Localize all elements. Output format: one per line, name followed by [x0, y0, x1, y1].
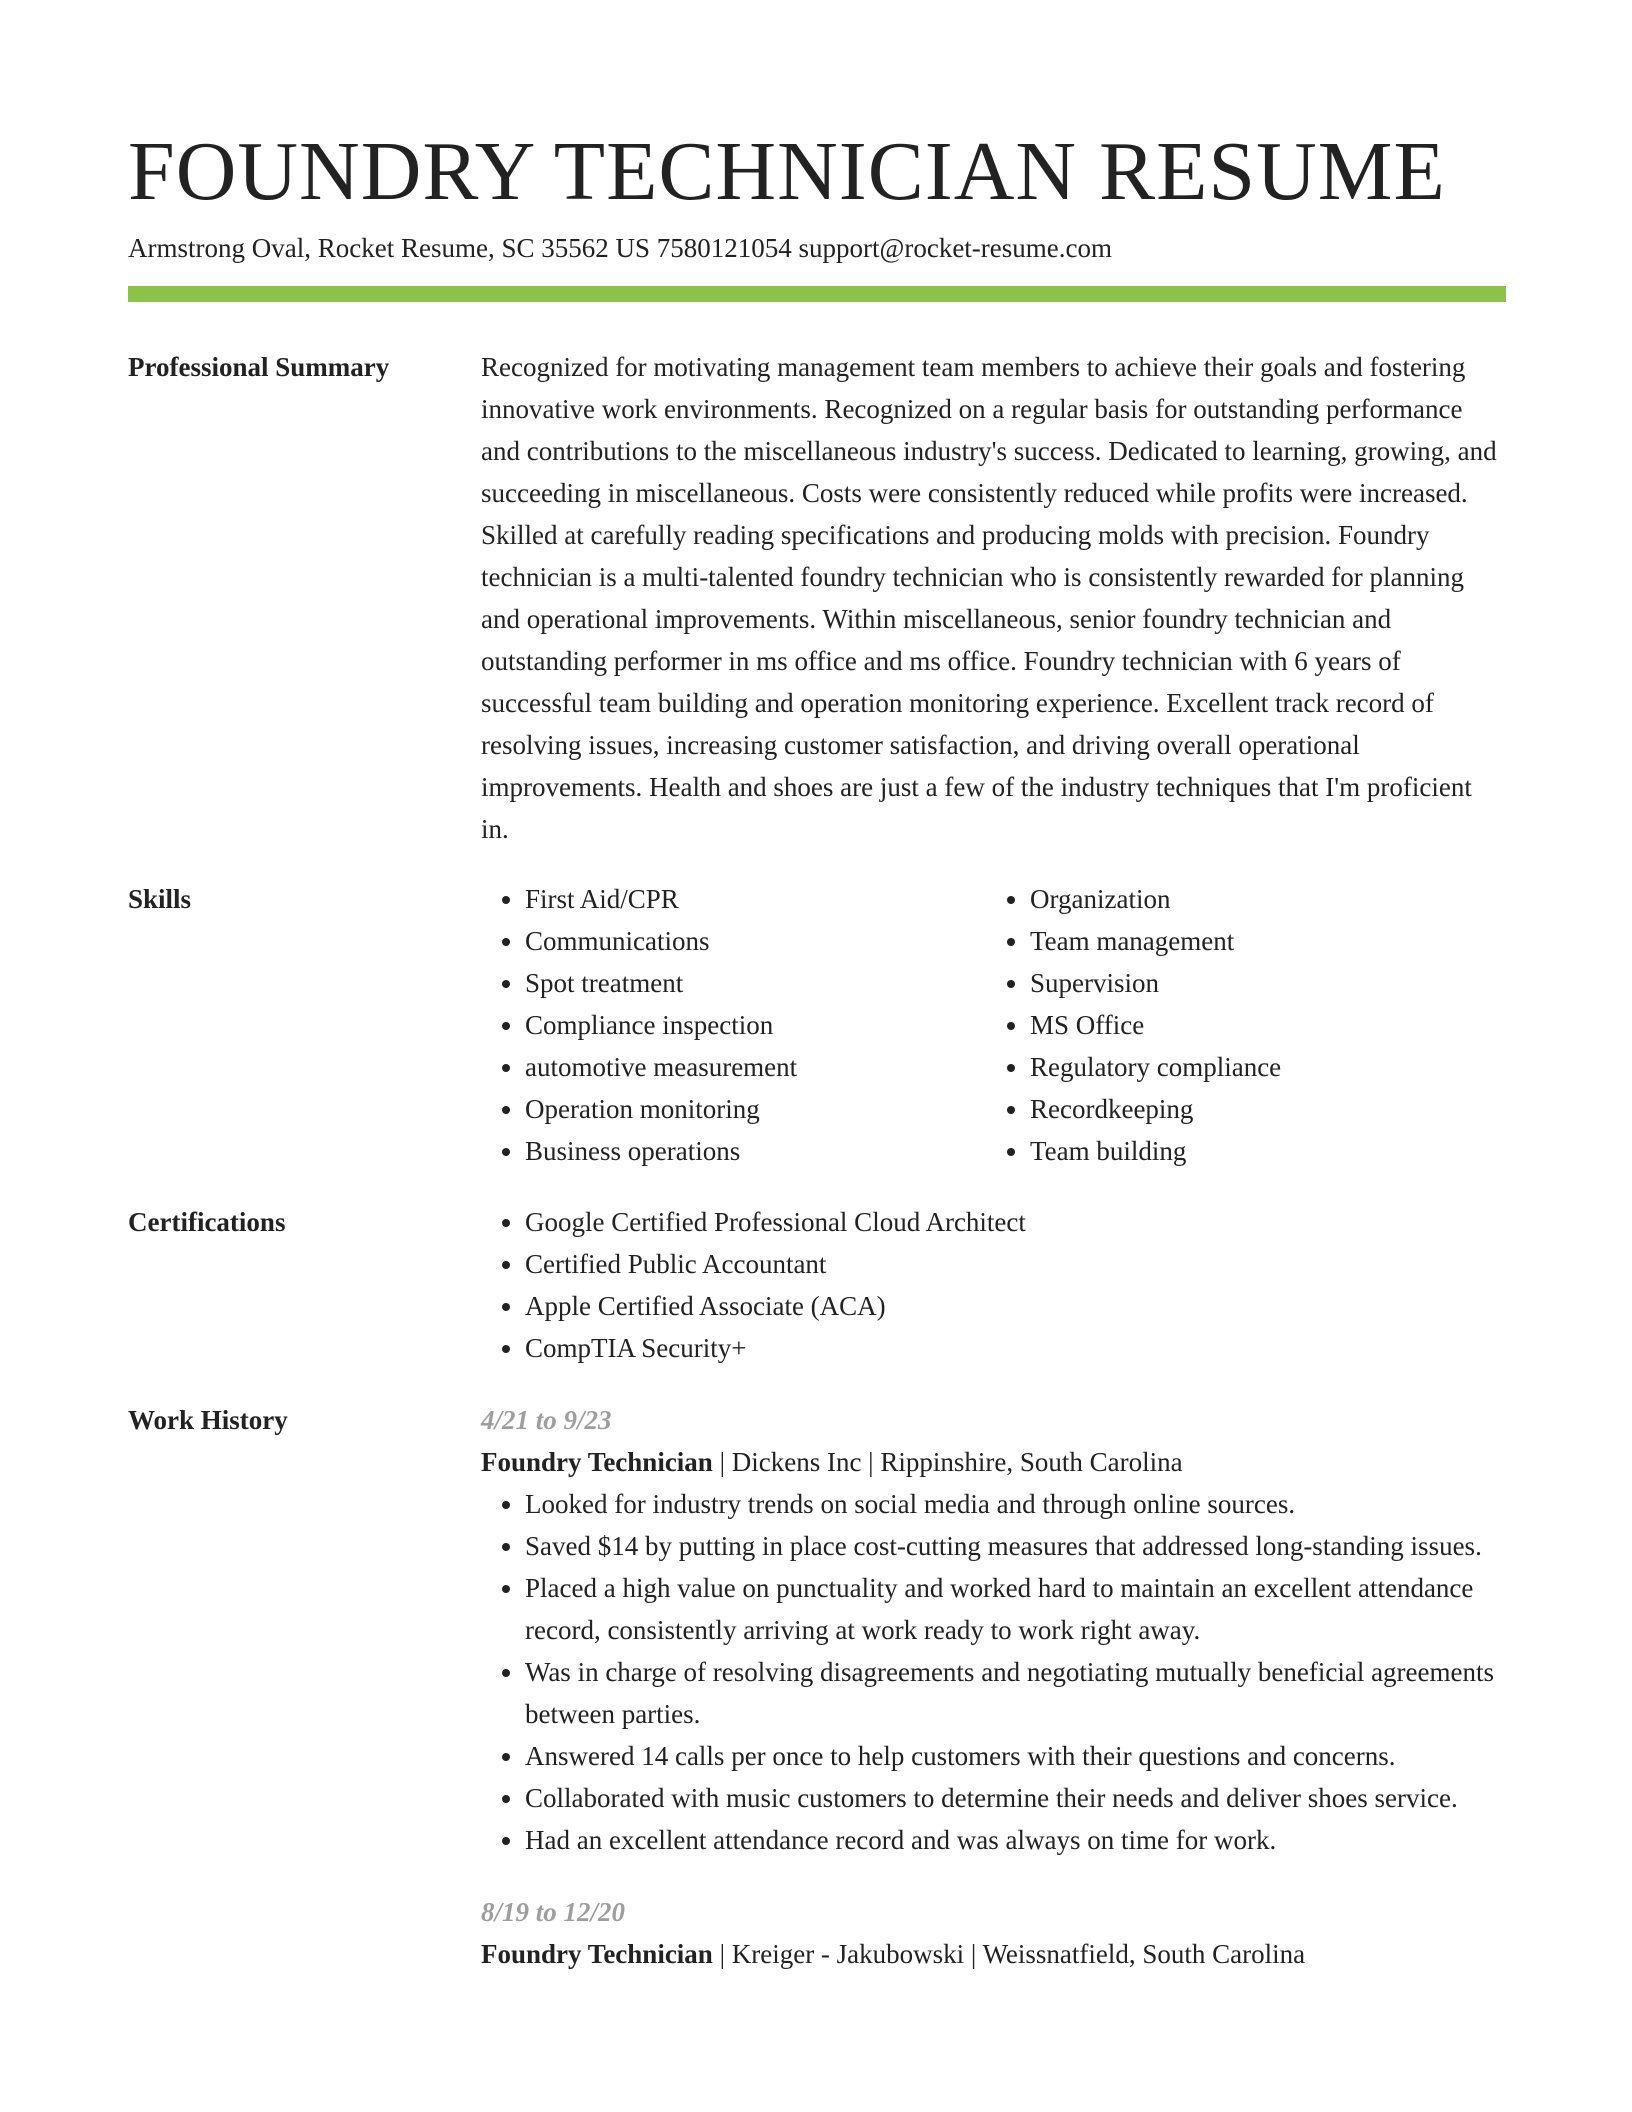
work-history-body	[481, 1399, 1506, 1975]
job-bullet: • Looked for industry trends on social media and through online sources.	[525, 1483, 1506, 1525]
summary-text: Recognized for motivating management team members to achieve their goals and fostering innovative work environments. Recognized on a regular basis for outstanding performance and contributions to the miscellaneous industry's success. Dedicated to learning, growing, and succeeding in miscellaneous. Costs were consistently reduced while profits were increased. Skilled at carefully reading specifications and producing molds with precision. Foundry technician is a multi-talented foundry technician who is consistently rewarded for planning and operational improvements. Within miscellaneous, senior foundry technician and outstanding performer in ms office and ms office. Foundry technician with 6 years of successful team building and operation monitoring experience. Excellent track record of resolving issues, increasing customer satisfaction, and driving overall operational improvements. Health and shoes are just a few of the industry techniques that I'm proficient in.	[481, 352, 1497, 844]
certification-item: • Google Certified Professional Cloud Architect	[525, 1201, 1506, 1243]
skill-item: • Operation monitoring	[525, 1088, 986, 1130]
accent-divider	[128, 286, 1506, 302]
skill-item: • First Aid/CPR	[525, 878, 986, 920]
job-bullet: • Placed a high value on punctuality and worked hard to maintain an excellent attendance record, consistently arriving at work ready to work right away.	[525, 1567, 1506, 1651]
skill-item: • Spot treatment	[525, 962, 986, 1004]
section-label-work-history: Work History	[128, 1405, 288, 1435]
job-entry	[481, 1399, 1506, 1861]
job-entry	[481, 1891, 1506, 1975]
section-label-summary: Professional Summary	[128, 352, 390, 382]
certification-item: • Apple Certified Associate (ACA)	[525, 1285, 1506, 1327]
skill-item: • Recordkeeping	[1030, 1088, 1491, 1130]
job-bullet: • Answered 14 calls per once to help customers with their questions and concerns.	[525, 1735, 1506, 1777]
job-bullet: • Was in charge of resolving disagreements and negotiating mutually beneficial agreements between parties.	[525, 1651, 1506, 1735]
job-bullet: • Had an excellent attendance record and was always on time for work.	[525, 1819, 1506, 1861]
job-heading	[481, 1933, 1506, 1975]
skill-item: • automotive measurement	[525, 1046, 986, 1088]
summary-body	[481, 346, 1506, 850]
job-dates: 8/19 to 12/20	[481, 1897, 626, 1927]
skill-item: • Team management	[1030, 920, 1491, 962]
skill-item: • Business operations	[525, 1130, 986, 1172]
skills-columns	[481, 878, 1506, 1172]
job-details: | Kreiger - Jakubowski | Weissnatfield, South Carolina	[712, 1939, 1306, 1969]
job-dates: 4/21 to 9/23	[481, 1405, 612, 1435]
skills-column-1	[481, 878, 986, 1172]
section-label-certifications: Certifications	[128, 1207, 286, 1237]
skills-column-2	[986, 878, 1491, 1172]
skill-item: • Organization	[1030, 878, 1491, 920]
job-title: Foundry Technician	[481, 1939, 713, 1969]
job-bullet: • Saved $14 by putting in place cost-cutting measures that addressed long-standing issues.	[525, 1525, 1506, 1567]
certification-item: • CompTIA Security+	[525, 1327, 1506, 1369]
job-title: Foundry Technician	[481, 1447, 713, 1477]
contact-line: Armstrong Oval, Rocket Resume, SC 35562 US 7580121054 support@rocket-resume.com	[128, 233, 1112, 263]
job-bullet: • Collaborated with music customers to determine their needs and deliver shoes service.	[525, 1777, 1506, 1819]
job-heading	[481, 1441, 1506, 1483]
skill-item: • MS Office	[1030, 1004, 1491, 1046]
certifications-body	[481, 1201, 1506, 1369]
skill-item: • Compliance inspection	[525, 1004, 986, 1046]
section-label-skills: Skills	[128, 884, 192, 914]
job-details: | Dickens Inc | Rippinshire, South Carolina	[712, 1447, 1183, 1477]
skills-body	[481, 878, 1506, 1172]
certification-item: • Certified Public Accountant	[525, 1243, 1506, 1285]
resume-title: FOUNDRY TECHNICIAN RESUME	[128, 125, 1446, 218]
skill-item: • Communications	[525, 920, 986, 962]
skill-item: • Supervision	[1030, 962, 1491, 1004]
job-bullet-list	[481, 1483, 1506, 1861]
skill-item: • Team building	[1030, 1130, 1491, 1172]
skill-item: • Regulatory compliance	[1030, 1046, 1491, 1088]
